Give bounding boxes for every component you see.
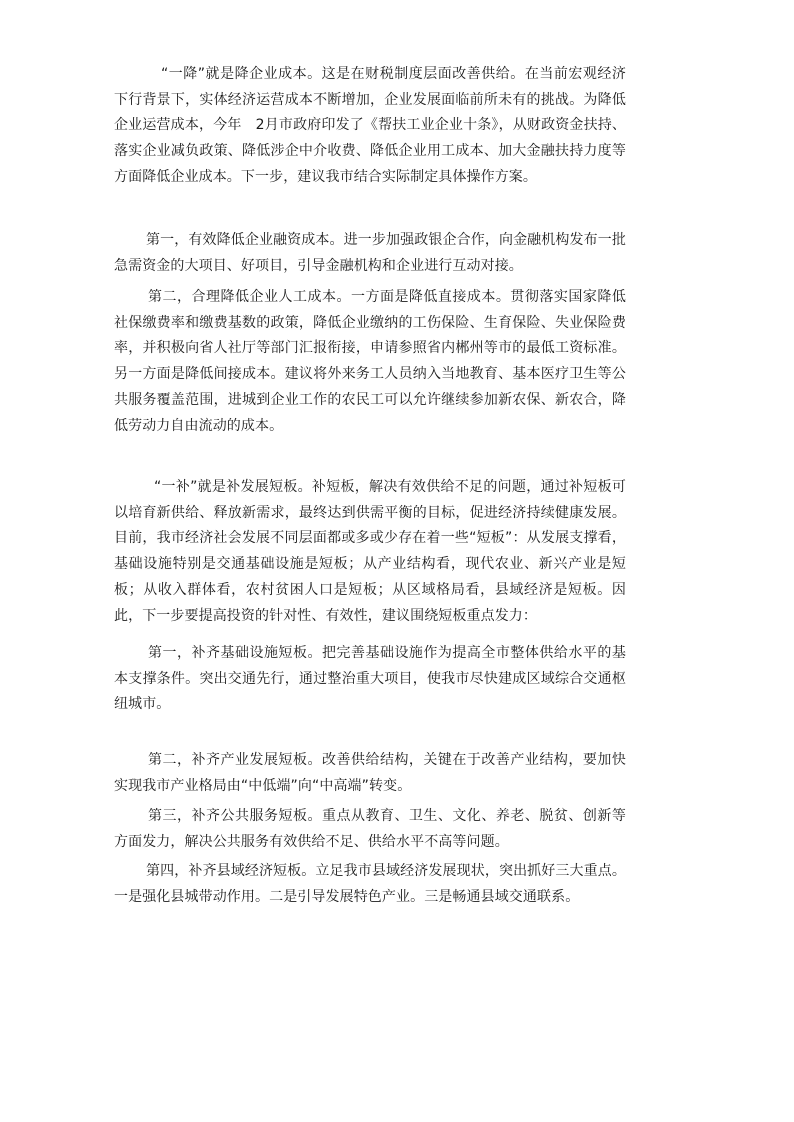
paragraph-yi-bu: “一补”就是补发展短板。补短板，解决有效供给不足的问题，通过补短板可以培育新供给、释放新需求，最终达到供需平衡的目标，促进经济持续健康发展。目前，我市经济社会发展不同层面都或多或少存在着一些“短板”：从发展支撑看，基础设施特别是交通基础设施是短板；从产业结构看，现代农业、新兴产业是短板；从收入群体看，农村贫困人口是短板；从区域格局看，县域经济是短板。因此，下一步要提高投资的针对性、有效性，建议围绕短板重点发力： [114,479,626,624]
paragraph-lower-labor-cost: 第二，合理降低企业人工成本。一方面是降低直接成本。贯彻落实国家降低社保缴费率和缴费基数的政策，降低企业缴纳的工伤保险、生育保险、失业保险费率，并积极向省人社厅等部门汇报衔接，申请参照省内郴州等市的最低工资标准。另一方面是降低间接成本。建议将外来务工人员纳入当地教育、基本医疗卫生等公共服务覆盖范围，进城到企业工作的农民工可以允许继续参加新农保、新农合，降低劳动力自由流动的成本。 [114,289,626,434]
paragraph-infrastructure-shortboard: 第一，补齐基础设施短板。把完善基础设施作为提高全市整体供给水平的基本支撑条件。突出交通先行，通过整治重大项目，使我市尽快建成区域综合交通枢纽城市。 [114,645,626,713]
paragraph-yi-jiang: “一降”就是降企业成本。这是在财税制度层面改善供给。在当前宏观经济下行背景下，实体经济运营成本不断增加，企业发展面临前所未有的挑战。为降低企业运营成本，今年 2月市政府印发了《帮扶工业企业十条》，从财政资金扶持、落实企业减负政策、降低涉企中介收费、降低企业用工成本、加大金融扶持力度等方面降低企业成本。下一步，建议我市结合实际制定具体操作方案。 [114,66,626,185]
paragraph-public-service-shortboard: 第三，补齐公共服务短板。重点从教育、卫生、文化、养老、脱贫、创新等方面发力，解决公共服务有效供给不足、供给水平不高等问题。 [114,808,626,850]
paragraph-lower-financing-cost: 第一，有效降低企业融资成本。进一步加强政银企合作，向金融机构发布一批急需资金的大项目、好项目，引导金融机构和企业进行互动对接。 [114,232,626,274]
paragraph-industry-shortboard: 第二，补齐产业发展短板。改善供给结构，关键在于改善产业结构，要加快实现我市产业格局由“中低端”向“中高端”转变。 [114,752,626,794]
paragraph-county-economy-shortboard: 第四，补齐县域经济短板。立足我市县域经济发展现状，突出抓好三大重点。一是强化县城带动作用。二是引导发展特色产业。三是畅通县域交通联系。 [114,863,626,905]
